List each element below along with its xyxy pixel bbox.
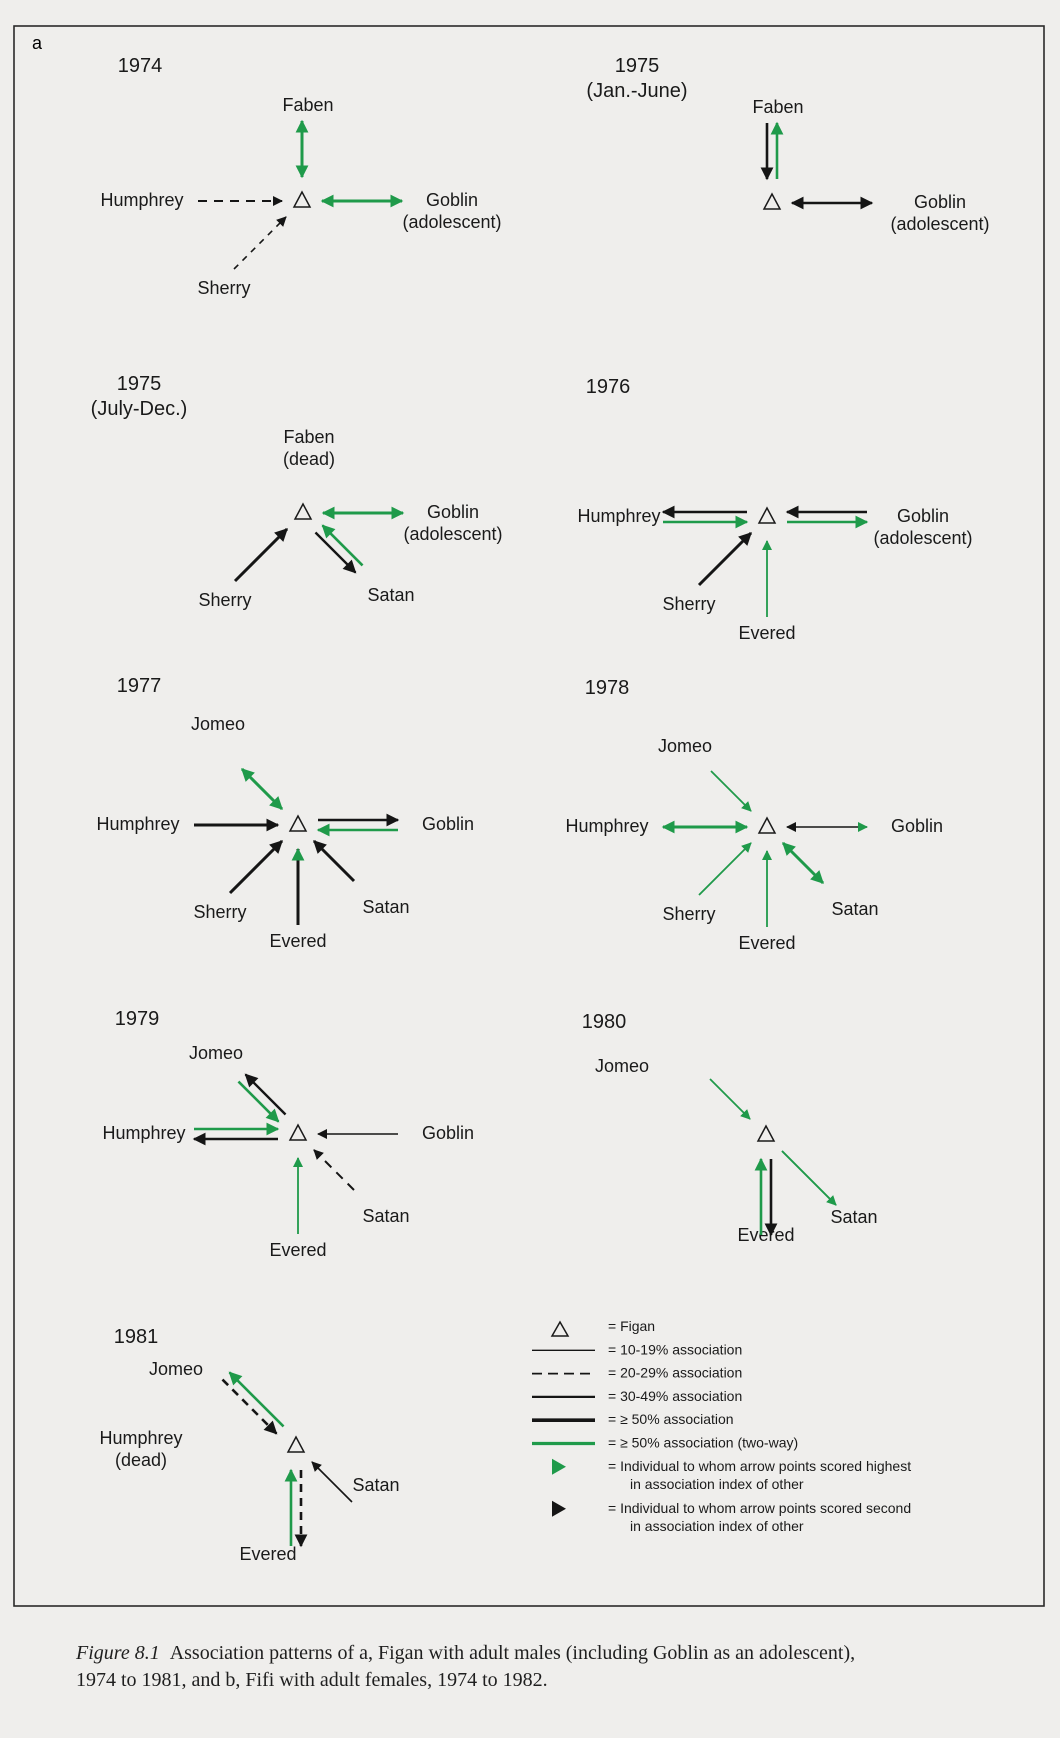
legend-row-line-medium [532, 1388, 742, 1404]
arrow-line [312, 1462, 352, 1502]
arrow-line [242, 769, 282, 809]
node-sherry: Sherry [197, 278, 251, 298]
legend-row-line-thick [532, 1411, 734, 1427]
link-jomeo [222, 1372, 283, 1433]
arrow-line [222, 1380, 276, 1434]
panel-period-line-2: (July-Dec.) [90, 398, 188, 420]
link-satan [315, 525, 362, 572]
panel-1976 [577, 376, 972, 643]
node-satan: Satan [362, 1206, 410, 1226]
node-goblin-line-2: (adolescent) [873, 528, 973, 548]
legend-text: = ≥ 50% association (two-way) [608, 1434, 799, 1451]
link-sherry [699, 533, 751, 585]
panel-period: 1981 [113, 1326, 159, 1348]
panel-1980 [582, 1011, 878, 1245]
link-evered [291, 1470, 301, 1546]
arrow-line [230, 1372, 284, 1426]
arrow-line [782, 1151, 836, 1205]
link-sherry [699, 843, 751, 895]
arrow-line [234, 217, 286, 269]
legend-row-triangle [552, 1318, 655, 1336]
legend-row-head-green [552, 1458, 911, 1492]
arrow-line [699, 533, 751, 585]
panel-1981 [99, 1326, 399, 1564]
link-satan [782, 1151, 836, 1205]
node-evered: Evered [269, 1240, 327, 1260]
node-evered: Evered [269, 931, 327, 951]
node-humphrey-line-1: Humphrey [99, 1428, 183, 1448]
legend-text: in association index of other [630, 1517, 804, 1534]
node-goblin-line-1: Goblin [426, 502, 480, 522]
node-satan: Satan [352, 1475, 400, 1495]
panel-1978 [565, 677, 943, 953]
link-satan [314, 1150, 354, 1190]
legend-triangle [552, 1322, 568, 1336]
figan-triangle [758, 1126, 774, 1141]
legend-text: = 10-19% association [608, 1341, 743, 1358]
node-satan: Satan [830, 1207, 878, 1227]
link-jomeo [710, 1079, 750, 1119]
arrow-line [314, 841, 354, 881]
legend-text: = Figan [608, 1318, 656, 1334]
node-goblin-line-2: (adolescent) [403, 524, 503, 544]
caption-text: Association patterns of a, Figan with adult males (including Goblin as an adolescent), 1974 to 1981, and b, Fifi with adult females, 1974 to 1982. [76, 1642, 856, 1691]
legend-row-head-black [552, 1500, 911, 1534]
panel-1979 [102, 1008, 474, 1260]
node-humphrey: Humphrey [565, 816, 649, 836]
link-satan [314, 841, 354, 881]
panel-period-line-2: (Jan.-June) [586, 80, 688, 102]
node-humphrey-line-2: (dead) [114, 1450, 168, 1470]
figan-triangle [290, 1125, 306, 1140]
link-goblin [318, 820, 398, 830]
figure-caption [76, 1640, 856, 1694]
node-goblin-line-1: Goblin [896, 506, 950, 526]
node-goblin: Goblin [421, 814, 475, 834]
node-jomeo: Jomeo [148, 1359, 204, 1379]
legend-row-line-thin [532, 1341, 742, 1357]
figan-triangle [294, 192, 310, 207]
legend [532, 1318, 911, 1534]
panel-period: 1976 [585, 376, 631, 398]
panel-period: 1978 [584, 677, 630, 699]
arrow-line [314, 1150, 354, 1190]
node-goblin-line-1: Goblin [425, 190, 479, 210]
legend-text: = 20-29% association [608, 1364, 743, 1381]
node-humphrey: Humphrey [102, 1123, 186, 1143]
node-jomeo: Jomeo [657, 736, 713, 756]
legend-row-line-dashed [532, 1365, 742, 1381]
node-evered: Evered [738, 933, 796, 953]
panel-period-line-1: 1975 [116, 373, 162, 395]
figan-triangle [759, 508, 775, 523]
node-sherry: Sherry [193, 902, 247, 922]
panel-1977 [96, 675, 474, 951]
node-faben: Faben [282, 95, 334, 115]
figan-triangle [295, 504, 311, 519]
node-faben-line-2: (dead) [282, 449, 336, 469]
caption-label: Figure 8.1 [76, 1642, 160, 1664]
legend-row-line-green [532, 1435, 798, 1451]
link-jomeo [238, 1074, 285, 1121]
panel-period: 1979 [114, 1008, 160, 1030]
link-jomeo [711, 771, 751, 811]
panel-1974 [100, 55, 501, 298]
node-sherry: Sherry [198, 590, 252, 610]
link-jomeo [242, 769, 282, 809]
panel-1975 [91, 373, 503, 610]
arrow-line [699, 843, 751, 895]
figan-triangle [759, 818, 775, 833]
legend-text: = Individual to whom arrow points scored highest [608, 1457, 912, 1474]
node-sherry: Sherry [662, 904, 716, 924]
legend-text: = Individual to whom arrow points scored second [608, 1499, 912, 1516]
panel-period: 1980 [581, 1011, 627, 1033]
figan-triangle [288, 1437, 304, 1452]
link-faben [767, 123, 777, 179]
figan-triangle [764, 194, 780, 209]
node-evered: Evered [239, 1544, 297, 1564]
arrow-line [230, 841, 282, 893]
link-satan [783, 843, 823, 883]
arrow-line [783, 843, 823, 883]
node-satan: Satan [362, 897, 410, 917]
panel-1975 [586, 55, 989, 234]
arrow-line [235, 529, 287, 581]
legend-black-arrowhead [552, 1501, 566, 1517]
link-evered [761, 1159, 771, 1235]
node-goblin: Goblin [421, 1123, 475, 1143]
node-faben-line-1: Faben [283, 427, 335, 447]
legend-text: = ≥ 50% association [608, 1411, 734, 1428]
link-sherry [235, 529, 287, 581]
node-satan: Satan [367, 585, 415, 605]
legend-green-arrowhead [552, 1459, 566, 1475]
node-satan: Satan [831, 899, 879, 919]
node-evered: Evered [737, 1225, 795, 1245]
node-jomeo: Jomeo [594, 1056, 650, 1076]
node-sherry: Sherry [662, 594, 716, 614]
arrow-line [710, 1079, 750, 1119]
link-humphrey [194, 1129, 278, 1139]
panel-period: 1977 [116, 675, 162, 697]
link-sherry [230, 841, 282, 893]
link-sherry [234, 217, 286, 269]
arrow-line [711, 771, 751, 811]
node-evered: Evered [738, 623, 796, 643]
node-faben: Faben [752, 97, 804, 117]
node-humphrey: Humphrey [96, 814, 180, 834]
node-jomeo: Jomeo [188, 1043, 244, 1063]
figan-triangle [290, 816, 306, 831]
node-goblin-line-2: (adolescent) [890, 214, 990, 234]
link-humphrey [663, 512, 747, 522]
node-jomeo: Jomeo [190, 714, 246, 734]
legend-text: = 30-49% association [608, 1387, 743, 1404]
panel-label: a [32, 33, 43, 53]
link-satan [312, 1462, 352, 1502]
legend-text: in association index of other [630, 1475, 804, 1492]
node-goblin-line-1: Goblin [913, 192, 967, 212]
node-humphrey: Humphrey [100, 190, 184, 210]
panel-period-line-1: 1975 [614, 55, 660, 77]
node-humphrey: Humphrey [577, 506, 661, 526]
panel-period: 1974 [117, 55, 163, 77]
link-goblin [787, 512, 867, 522]
node-goblin-line-2: (adolescent) [402, 212, 502, 232]
node-goblin: Goblin [890, 816, 944, 836]
